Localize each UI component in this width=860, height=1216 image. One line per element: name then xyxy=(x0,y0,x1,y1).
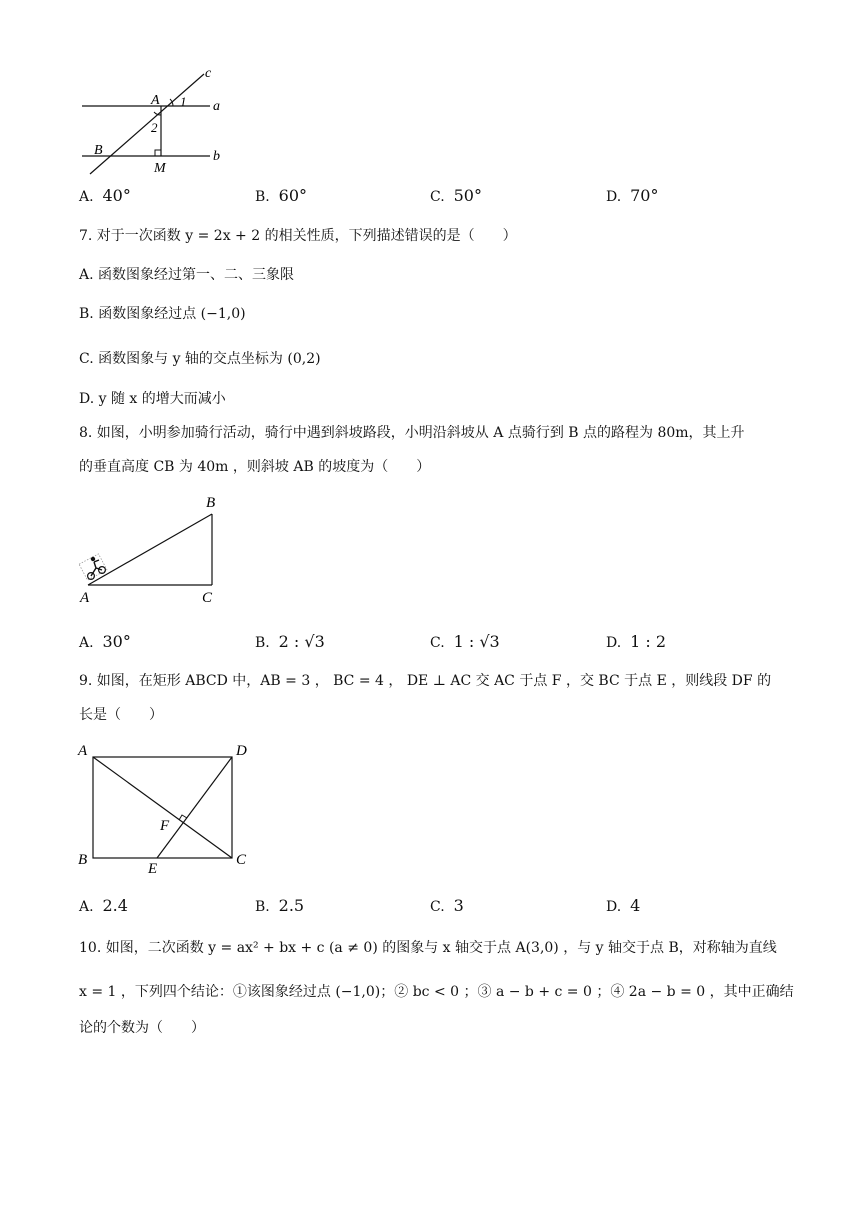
q6-option-b-value: 60° xyxy=(278,186,308,205)
fig9-label-E: E xyxy=(148,861,158,877)
q9-option-b[interactable] xyxy=(255,896,304,917)
q8-option-d[interactable] xyxy=(606,632,666,653)
q9-option-c[interactable] xyxy=(430,896,464,917)
q6-option-c-letter: C. xyxy=(430,189,445,205)
q8-option-a-letter: A. xyxy=(79,635,94,651)
q9-stem-line1: 9. 如图，在矩形 ABCD 中，AB = 3 ， BC = 4 ， DE ⊥ AC 交 AC 于点 F ，交 BC 于点 E ，则线段 DF 的 xyxy=(79,673,772,689)
q7-option-d[interactable]: D. y 随 x 的增大而减小 xyxy=(79,391,226,407)
fig8-label-B: B xyxy=(206,495,216,511)
fig8-label-A: A xyxy=(80,590,90,606)
q9-option-a-letter: A. xyxy=(79,899,94,915)
fig6-label-A: A xyxy=(151,93,160,108)
q8-stem-line1: 8. 如图，小明参加骑行活动，骑行中遇到斜坡路段，小明沿斜坡从 A 点骑行到 B 点的路程为 80m，其上升 xyxy=(79,425,745,441)
q8-option-b-letter: B. xyxy=(255,635,270,651)
q8-option-b-value: 2 : √3 xyxy=(278,632,325,651)
q9-option-d[interactable] xyxy=(606,896,640,917)
fig9-label-C: C xyxy=(236,852,247,868)
q6-option-a[interactable] xyxy=(79,186,131,207)
fig6-label-M: M xyxy=(154,161,166,176)
q6-figure xyxy=(78,62,238,180)
q10-stem-line2: x = 1 ，下列四个结论：①该图象经过点 (−1,0)；② bc < 0 ；③ a − b + c = 0 ；④ 2a − b = 0 ，其中正确结 xyxy=(79,984,794,1000)
q6-option-d[interactable] xyxy=(606,186,658,207)
q8-option-d-value: 1 : 2 xyxy=(630,632,667,651)
q9-option-a[interactable] xyxy=(79,896,128,917)
q7-stem: 7. 对于一次函数 y = 2x + 2 的相关性质，下列描述错误的是（ ） xyxy=(79,228,517,244)
q10-stem-line1: 10. 如图，二次函数 y = ax² + bx + c (a ≠ 0) 的图象与 x 轴交于点 A(3,0) ，与 y 轴交于点 B，对称轴为直线 xyxy=(79,940,777,956)
fig6-label-a: a xyxy=(213,99,220,114)
q8-option-c[interactable] xyxy=(430,632,500,653)
q8-option-c-letter: C. xyxy=(430,635,445,651)
q9-option-c-letter: C. xyxy=(430,899,445,915)
q8-option-b[interactable] xyxy=(255,632,325,653)
q6-option-d-value: 70° xyxy=(630,186,659,205)
q9-option-b-value: 2.5 xyxy=(278,896,305,915)
fig9-label-F: F xyxy=(160,818,170,834)
q9-stem-line2: 长是（ ） xyxy=(79,707,163,723)
q6-option-d-letter: D. xyxy=(606,189,622,205)
q6-option-c-value: 50° xyxy=(453,186,482,205)
q8-option-a-value: 30° xyxy=(102,632,131,651)
q8-option-c-value: 1 : √3 xyxy=(453,632,500,651)
q8-option-a[interactable] xyxy=(79,632,131,653)
q9-option-d-value: 4 xyxy=(630,896,641,915)
q7-option-c[interactable]: C. 函数图象与 y 轴的交点坐标为 (0,2) xyxy=(79,351,321,367)
q8-stem-line2: 的垂直高度 CB 为 40m ，则斜坡 AB 的坡度为（ ） xyxy=(79,459,431,475)
q6-option-c[interactable] xyxy=(430,186,482,207)
q7-option-a[interactable]: A. 函数图象经过第一、二、三象限 xyxy=(79,267,295,283)
q9-figure xyxy=(74,738,258,878)
fig6-label-B: B xyxy=(94,143,103,158)
q9-option-b-letter: B. xyxy=(255,899,270,915)
q9-option-d-letter: D. xyxy=(606,899,622,915)
q8-figure xyxy=(78,490,228,608)
fig9-label-D: D xyxy=(236,743,247,759)
q7-option-b[interactable]: B. 函数图象经过点 (−1,0) xyxy=(79,306,246,322)
fig6-label-b: b xyxy=(213,149,220,164)
q9-option-a-value: 2.4 xyxy=(102,896,128,915)
fig9-label-A: A xyxy=(78,743,88,759)
fig9-label-B: B xyxy=(78,852,88,868)
q10-stem-line3: 论的个数为（ ） xyxy=(79,1020,205,1036)
q8-option-d-letter: D. xyxy=(606,635,622,651)
fig6-angle-1: 1 xyxy=(180,94,187,109)
q6-option-a-value: 40° xyxy=(102,186,131,205)
fig8-label-C: C xyxy=(202,590,213,606)
q6-option-b[interactable] xyxy=(255,186,307,207)
q6-option-a-letter: A. xyxy=(79,189,94,205)
fig6-angle-2: 2 xyxy=(151,120,158,135)
q6-option-b-letter: B. xyxy=(255,189,270,205)
fig6-label-c: c xyxy=(205,66,212,81)
q9-option-c-value: 3 xyxy=(453,896,464,915)
